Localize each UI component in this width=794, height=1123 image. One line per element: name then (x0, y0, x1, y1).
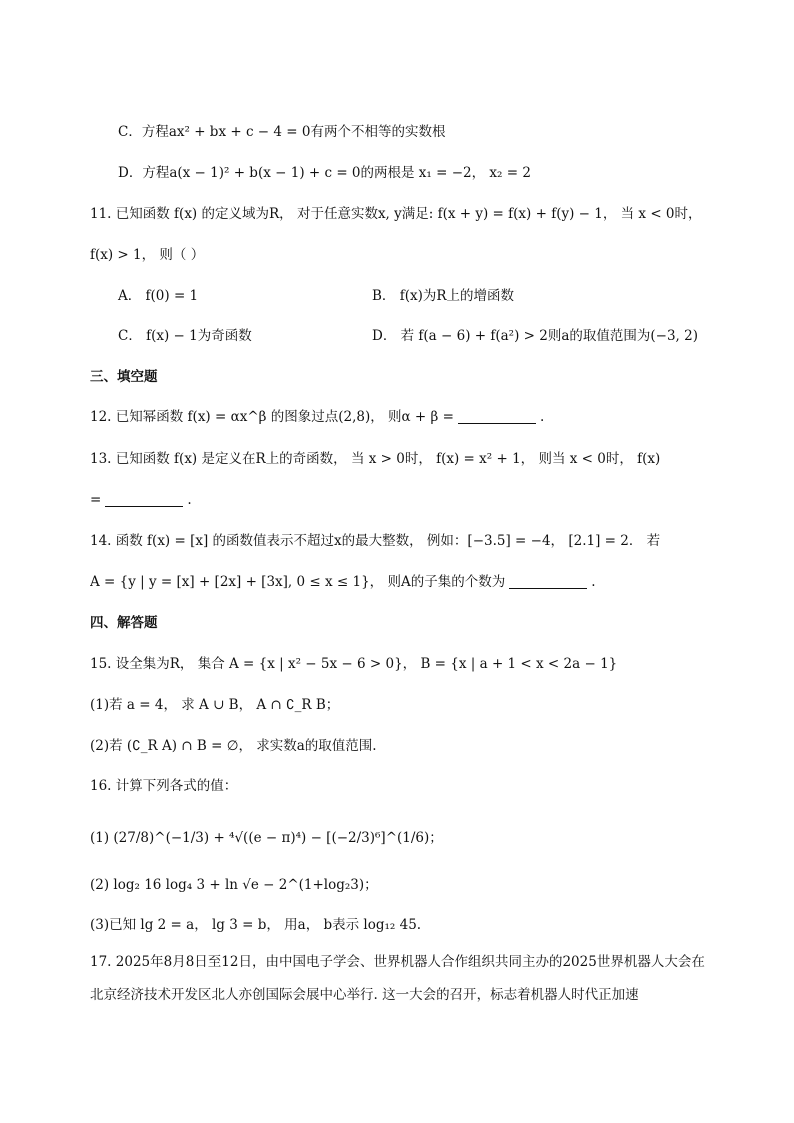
question-14-set: A = {y | y = [x] + [2x] + [3x], 0 ≤ x ≤ 1}， 则A的子集的个数为 (90, 574, 506, 590)
section-answers: 四、解答题 (90, 614, 158, 631)
question-15: 15. 设全集为R， 集合 A = {x | x² − 5x − 6 > 0}， B = {x | a + 1 < x < 2a − 1} (90, 656, 618, 672)
question-16-part-1-expr: (1) (27/8)^(−1/3) + ⁴√((e − π)⁴) − [(−2/3)⁶]^(1/6)； (90, 829, 443, 846)
question-16: 16. 计算下列各式的值： (90, 778, 238, 794)
question-17: 17. 2025年8月8日至12日，由中国电子学会、世界机器人合作组织共同主办的2025世界机器人大会在北京经济技术开发区北人亦创国际会展中心举行. 这一大会的召开，标志着机器人时代正加速 (90, 953, 705, 1003)
question-11-options-cd (90, 316, 708, 357)
section-fill-in: 三、填空题 (90, 368, 158, 385)
question-11-stem-cont: f(x) > 1， 则（ ） (90, 247, 205, 263)
question-14: 14. 函数 f(x) = [x] 的函数值表示不超过x的最大整数， 例如：[−3.5] = −4， [2.1] = 2． 若 (90, 533, 661, 549)
option-d-q11: D． 若 f(a − 6) + f(a²) > 2则a的取值范围为(−3, 2) (372, 328, 698, 344)
question-12: 12. 已知幂函数 f(x) = αx^β 的图象过点(2,8)， 则α + β = . (90, 409, 545, 425)
question-16-part-1 (90, 807, 708, 865)
answer-blank (458, 409, 536, 424)
question-16-part-2: (2) log₂ 16 log₄ 3 + ln √e − 2^(1+log₂3)； (90, 876, 378, 893)
answer-blank (509, 574, 587, 589)
question-13-cont: = . (90, 491, 192, 508)
question-15-part-1: (1)若 a = 4， 求 A ∪ B， A ∩ ∁_R B； (90, 697, 340, 713)
option-b-q11: B． f(x)为R上的增函数 (372, 287, 515, 304)
question-16-part-3: (3)已知 lg 2 = a， lg 3 = b， 用a， b表示 log₁₂ 45. (90, 917, 422, 933)
option-c-q10: C．方程ax² + bx + c − 4 = 0有两个不相等的实数根 (118, 124, 446, 140)
question-12-text: 12. 已知幂函数 f(x) = αx^β 的图象过点(2,8)， 则α + β = (90, 409, 454, 425)
question-11-options-ab (90, 276, 708, 317)
question-15-part-2: (2)若 (∁_R A) ∩ B = ∅， 求实数a的取值范围. (90, 737, 377, 754)
question-13-equals: = (90, 491, 102, 508)
answer-blank (105, 492, 183, 507)
question-13: 13. 已知函数 f(x) 是定义在R上的奇函数， 当 x > 0时， f(x) = x² + 1， 则当 x < 0时， f(x) (90, 450, 661, 467)
question-14-cont: A = {y | y = [x] + [2x] + [3x], 0 ≤ x ≤ 1}， 则A的子集的个数为 . (90, 574, 596, 590)
option-a-q11: A． f(0) = 1 (118, 287, 199, 304)
option-c-q11: C． f(x) − 1为奇函数 (118, 328, 252, 344)
question-11-stem: 11. 已知函数 f(x) 的定义域为R， 对于任意实数x, y满足: f(x + y) = f(x) + f(y) − 1， 当 x < 0时， (90, 206, 702, 222)
option-d-q10: D．方程a(x − 1)² + b(x − 1) + c = 0的两根是 x₁ = −2， x₂ = 2 (118, 164, 531, 181)
